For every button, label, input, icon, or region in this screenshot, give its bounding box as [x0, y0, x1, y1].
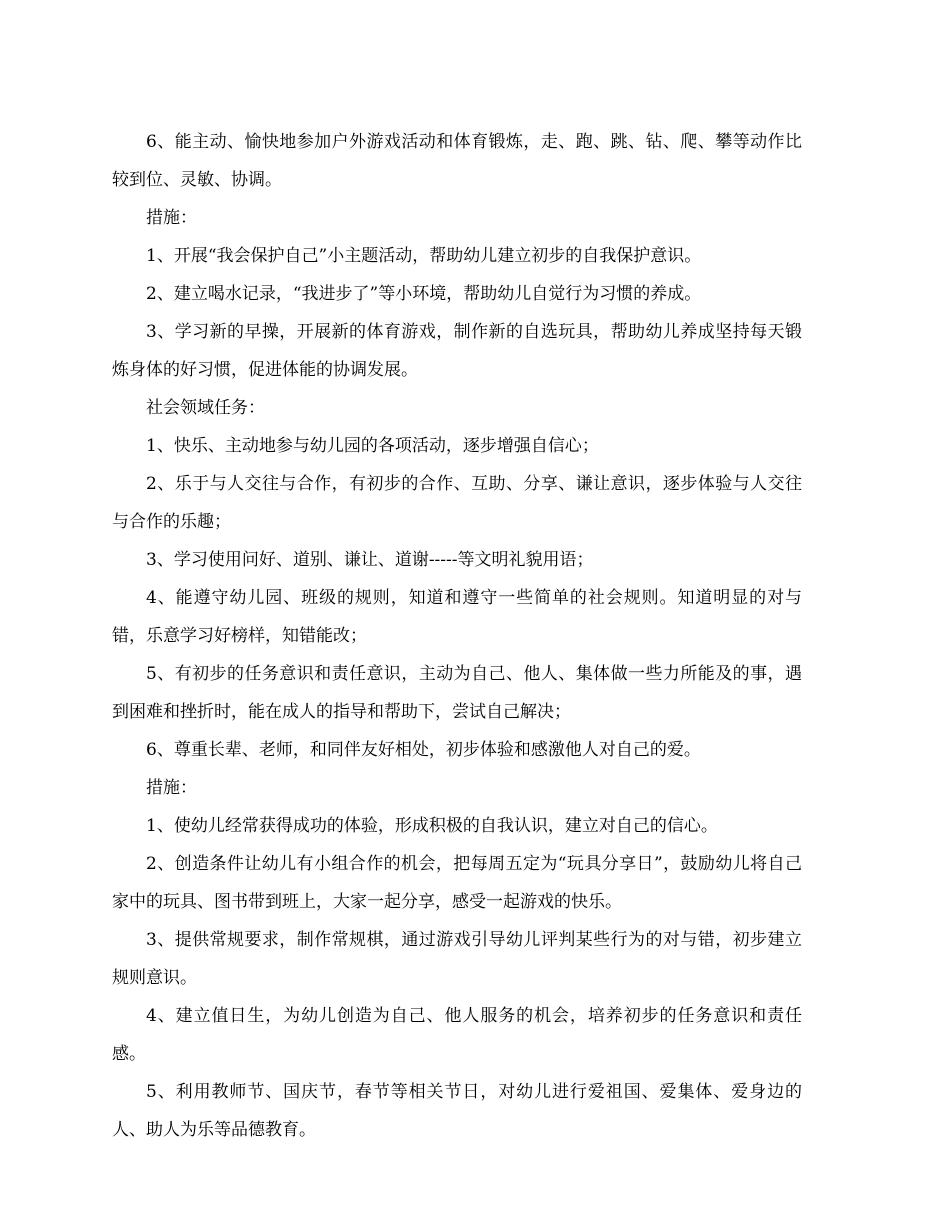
paragraph-social-task-6: 6、尊重长辈、老师，和同伴友好相处，初步体验和感激他人对自己的爱。: [146, 740, 701, 760]
paragraph-social-task-1: 1、快乐、主动地参与幼儿园的各项活动，逐步增强自信心；: [146, 436, 599, 456]
document-body: [112, 123, 802, 1149]
paragraph-social-task-3: 3、学习使用问好、道别、谦让、道谢-----等文明礼貌用语；: [146, 550, 594, 570]
paragraph-social-measure-2: 2、创造条件让幼儿有小组合作的机会，把每周五定为“玩具分享日”，鼓励幼儿将自己家中的玩具、图书带到班上，大家一起分享，感受一起游戏的快乐。: [112, 854, 802, 912]
paragraph-social-measure-5: 5、利用教师节、国庆节，春节等相关节日，对幼儿进行爱祖国、爱集体、爱身边的人、助人为乐等品德教育。: [112, 1082, 802, 1140]
paragraph-measure-2: 2、建立喝水记录，“我进步了”等小环境，帮助幼儿自觉行为习惯的养成。: [146, 284, 702, 304]
paragraph-social-task-5: 5、有初步的任务意识和责任意识，主动为自己、他人、集体做一些力所能及的事，遇到困难和挫折时，能在成人的指导和帮助下，尝试自己解决；: [112, 664, 802, 722]
paragraph-social-task-4: 4、能遵守幼儿园、班级的规则，知道和遵守一些简单的社会规则。知道明显的对与错，乐意学习好榜样，知错能改；: [112, 588, 802, 646]
paragraph-measure-1: 1、开展“我会保护自己”小主题活动，帮助幼儿建立初步的自我保护意识。: [146, 246, 702, 266]
paragraph-measure-3: 3、学习新的早操，开展新的体育游戏，制作新的自选玩具，帮助幼儿养成坚持每天锻炼身体的好习惯，促进体能的协调发展。: [112, 322, 802, 380]
paragraph-social-measure-1: 1、使幼儿经常获得成功的体验，形成积极的自我认识，建立对自己的信心。: [146, 816, 718, 836]
measures-heading: 措施：: [146, 208, 197, 228]
measures-heading-2: 措施：: [146, 778, 197, 798]
paragraph-social-measure-4: 4、建立值日生，为幼儿创造为自己、他人服务的机会，培养初步的任务意识和责任感。: [112, 1006, 802, 1064]
social-domain-heading: 社会领域任务：: [146, 398, 265, 418]
paragraph-social-task-2: 2、乐于与人交往与合作，有初步的合作、互助、分享、谦让意识，逐步体验与人交往与合作的乐趣；: [112, 474, 802, 532]
paragraph-social-measure-3: 3、提供常规要求，制作常规棋，通过游戏引导幼儿评判某些行为的对与错，初步建立规则意识。: [112, 930, 802, 988]
paragraph-item-6-sports: 6、能主动、愉快地参加户外游戏活动和体育锻炼，走、跑、跳、钻、爬、攀等动作比较到位、灵敏、协调。: [112, 132, 802, 190]
